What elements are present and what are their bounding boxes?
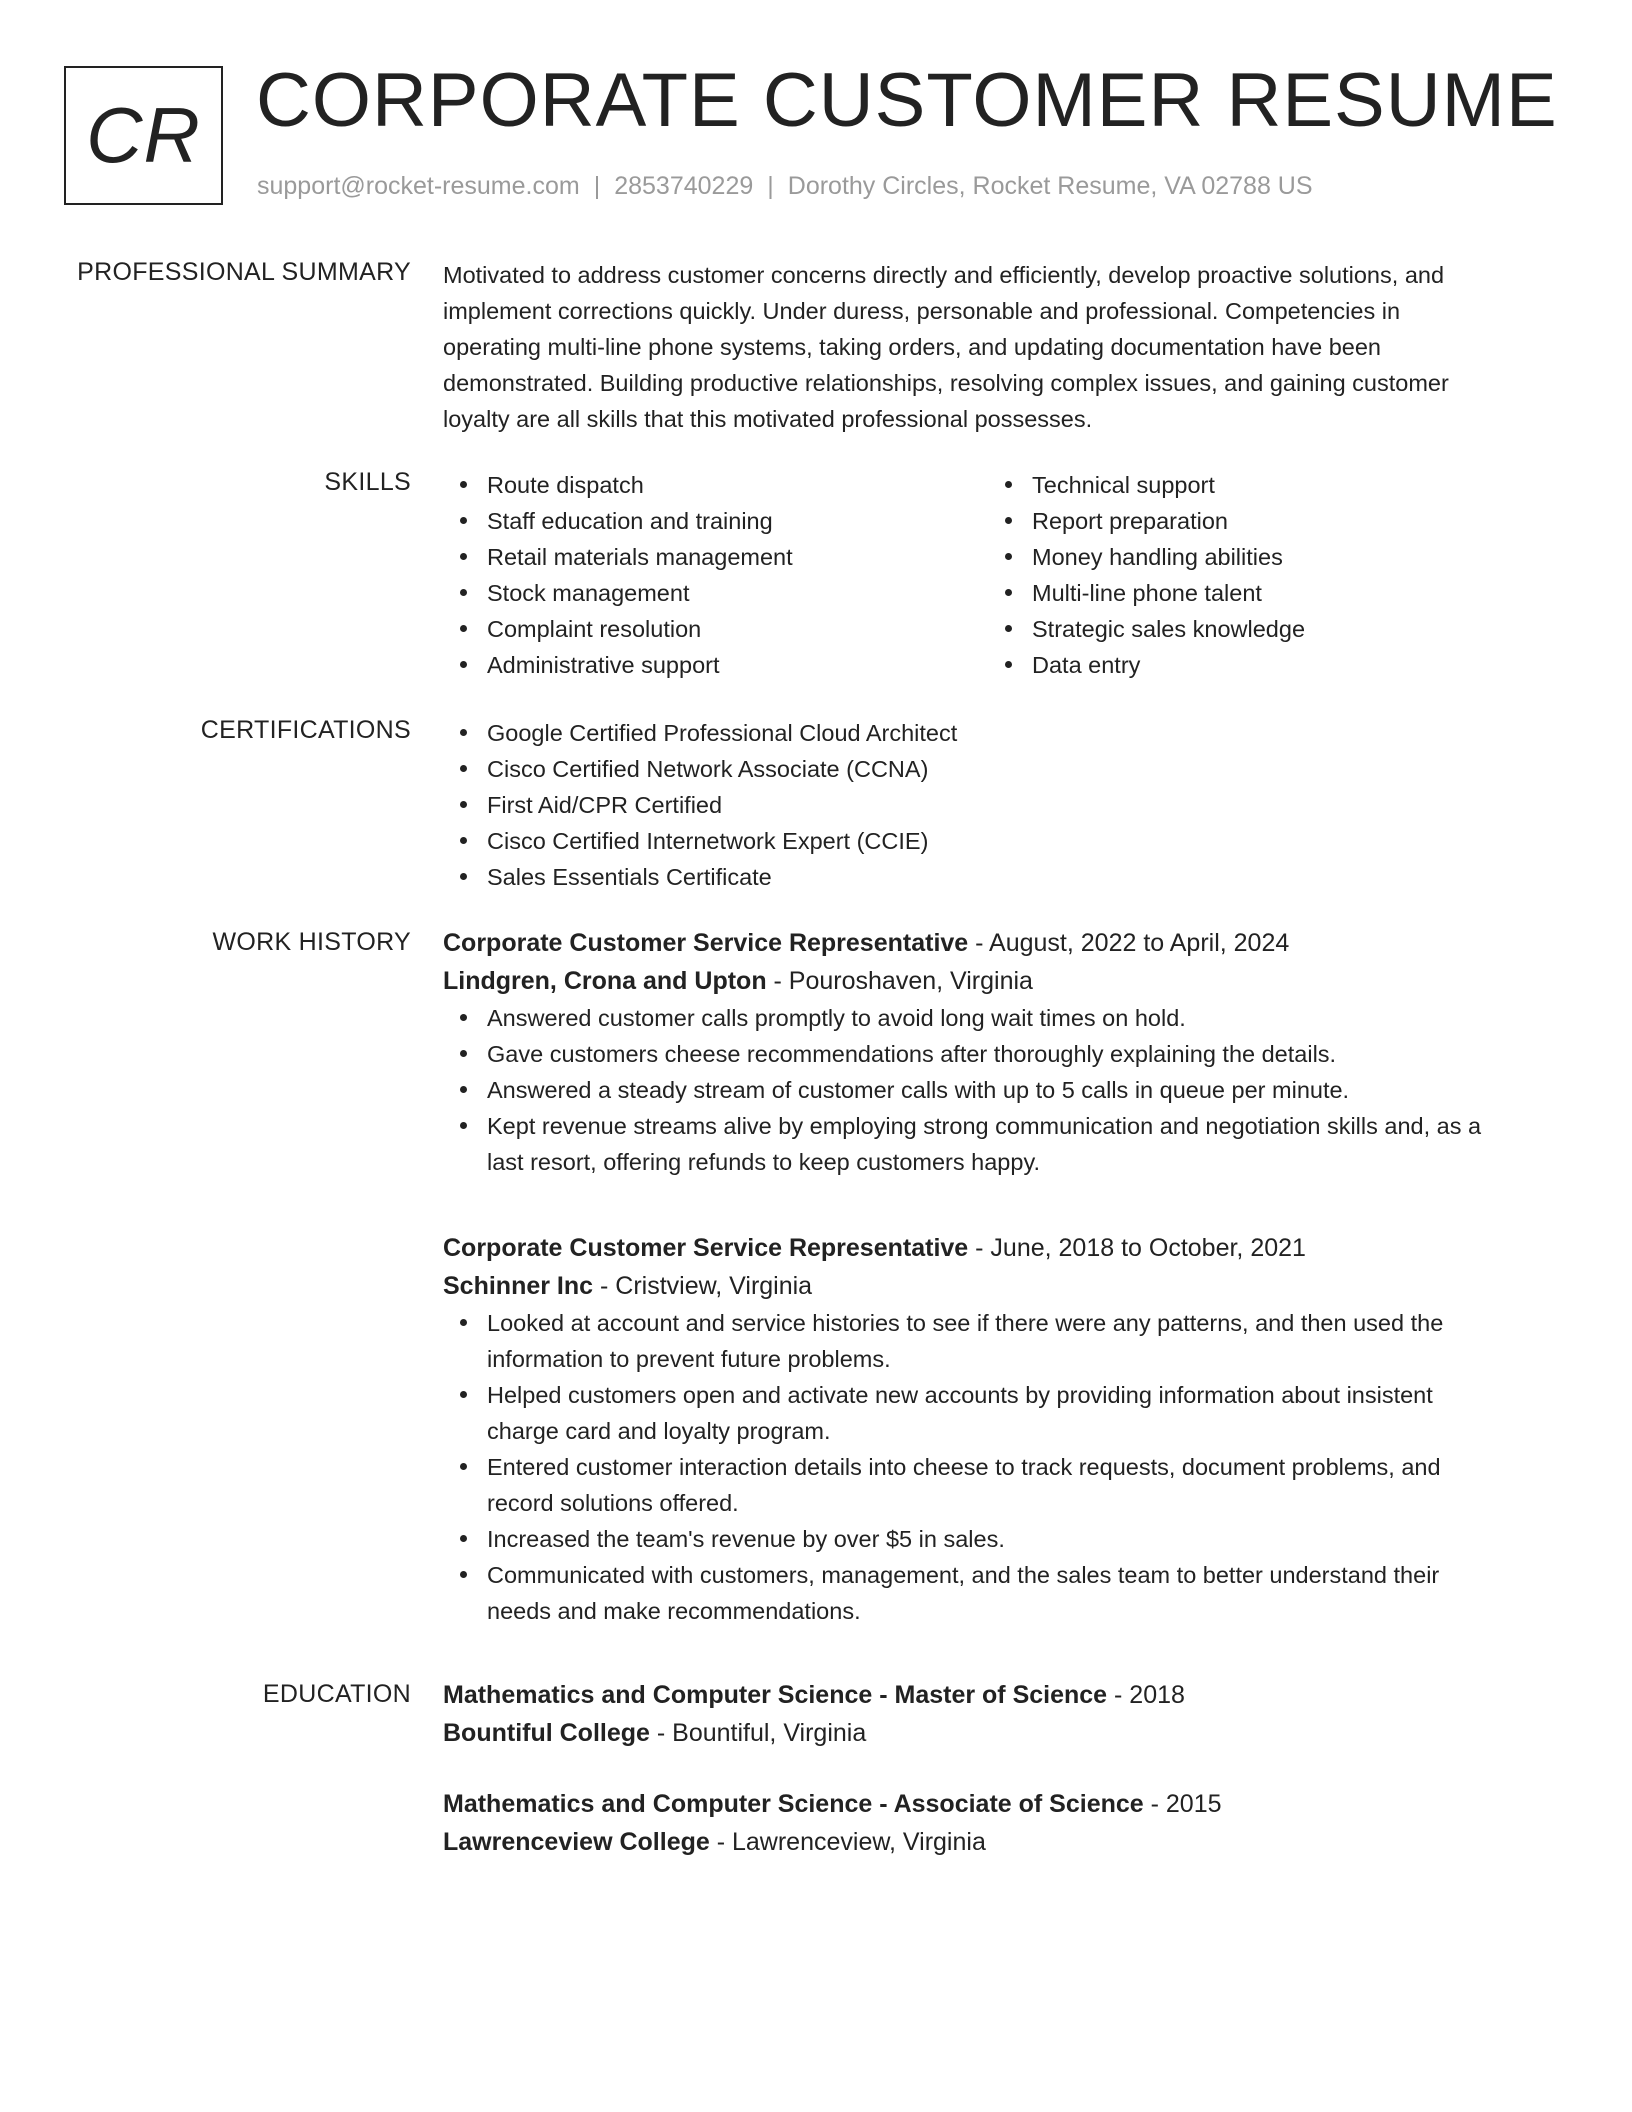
job-company: Lindgren, Crona and Upton	[443, 967, 767, 995]
monogram-initials: CR	[86, 91, 201, 179]
skill-item: Strategic sales knowledge	[988, 611, 1508, 647]
skill-item: Stock management	[443, 575, 963, 611]
certification-item: Google Certified Professional Cloud Architect	[443, 715, 1543, 751]
certification-item: First Aid/CPR Certified	[443, 787, 1543, 823]
job-bullet	[443, 1305, 1543, 1377]
degree-name: Mathematics and Computer Science - Associate of Science	[443, 1790, 1144, 1818]
education-entry	[443, 1785, 1543, 1861]
degree-name: Mathematics and Computer Science - Master of Science	[443, 1681, 1108, 1709]
skill-item: Technical support	[988, 467, 1508, 503]
monogram-box	[64, 66, 223, 205]
job-bullet-line: Increased the team's revenue by over $5 in sales.	[487, 1526, 1005, 1552]
job-bullet	[443, 1036, 1543, 1072]
skill-item: Money handling abilities	[988, 539, 1508, 575]
job-title-line	[443, 1229, 1543, 1267]
certifications-list	[443, 715, 1543, 895]
job-bullet-line: last resort, offering refunds to keep customers happy.	[487, 1149, 1040, 1175]
contact-separator: |	[593, 172, 601, 200]
school-location: - Bountiful, Virginia	[649, 1719, 867, 1747]
school-location: - Lawrenceview, Virginia	[709, 1828, 986, 1856]
section-label-education: EDUCATION	[262, 1680, 411, 1708]
degree-line	[443, 1785, 1543, 1823]
job-bullet-line: charge card and loyalty program.	[487, 1418, 831, 1444]
job-bullet-line: Looked at account and service histories to see if there were any patterns, and then used the	[487, 1310, 1444, 1336]
skills-list-right	[988, 467, 1508, 683]
section-label-skills: SKILLS	[324, 468, 411, 496]
school-line	[443, 1714, 1543, 1752]
job-entry	[443, 924, 1543, 1180]
job-bullet-line: Answered a steady stream of customer calls with up to 5 calls in queue per minute.	[487, 1077, 1350, 1103]
job-title-line	[443, 924, 1543, 962]
job-location: - Cristview, Virginia	[593, 1272, 813, 1300]
summary-line: loyalty are all skills that this motivated professional possesses.	[443, 406, 1093, 432]
summary-line: Motivated to address customer concerns directly and efficiently, develop proactive solutions, and	[443, 262, 1445, 288]
resume-title: CORPORATE CUSTOMER RESUME	[256, 58, 1558, 143]
degree-line	[443, 1676, 1543, 1714]
degree-year: - 2015	[1143, 1790, 1222, 1818]
job-bullet-line: Communicated with customers, management, and the sales team to better understand their	[487, 1562, 1440, 1588]
job-bullet	[443, 1108, 1543, 1180]
job-bullet-line: Gave customers cheese recommendations after thoroughly explaining the details.	[487, 1041, 1337, 1067]
skill-item: Complaint resolution	[443, 611, 963, 647]
skill-item: Staff education and training	[443, 503, 963, 539]
contact-separator: |	[767, 172, 774, 200]
job-bullet	[443, 1000, 1543, 1036]
skill-item: Route dispatch	[443, 467, 963, 503]
certification-item: Cisco Certified Internetwork Expert (CCIE)	[443, 823, 1543, 859]
job-bullet-line: Helped customers open and activate new accounts by providing information about insistent	[487, 1382, 1433, 1408]
job-dates: - June, 2018 to October, 2021	[968, 1234, 1306, 1262]
certification-item: Sales Essentials Certificate	[443, 859, 1543, 895]
job-location: - Pouroshaven, Virginia	[766, 967, 1033, 995]
job-company-line	[443, 1267, 1543, 1305]
job-bullet	[443, 1072, 1543, 1108]
summary-line: implement corrections quickly. Under duress, personable and professional. Competencies in	[443, 298, 1401, 324]
section-label-work-history: WORK HISTORY	[212, 928, 411, 956]
job-bullet-line: Kept revenue streams alive by employing strong communication and negotiation skills and, as a	[487, 1113, 1482, 1139]
contact-line	[257, 172, 1313, 201]
job-dates: - August, 2022 to April, 2024	[968, 929, 1290, 957]
certification-item: Cisco Certified Network Associate (CCNA)	[443, 751, 1543, 787]
skill-item: Multi-line phone talent	[988, 575, 1508, 611]
job-bullet-line: information to prevent future problems.	[487, 1346, 891, 1372]
job-title: Corporate Customer Service Representative	[443, 1234, 969, 1262]
summary-line: demonstrated. Building productive relationships, resolving complex issues, and gaining customer	[443, 370, 1449, 396]
job-entry	[443, 1229, 1543, 1629]
skill-item: Report preparation	[988, 503, 1508, 539]
job-title: Corporate Customer Service Representative	[443, 929, 969, 957]
school-line	[443, 1823, 1543, 1861]
section-label-summary: PROFESSIONAL SUMMARY	[77, 258, 411, 286]
contact-address: Dorothy Circles, Rocket Resume, VA 02788 US	[787, 172, 1313, 200]
job-bullet	[443, 1557, 1543, 1629]
school-name: Bountiful College	[443, 1719, 650, 1747]
job-bullet-line: Entered customer interaction details into cheese to track requests, document problems, and	[487, 1454, 1441, 1480]
job-company-line	[443, 962, 1543, 1000]
contact-phone[interactable]: 2853740229	[614, 172, 754, 200]
job-bullet	[443, 1377, 1543, 1449]
education-entry	[443, 1676, 1543, 1752]
job-bullet	[443, 1449, 1543, 1521]
job-bullet-line: record solutions offered.	[487, 1490, 739, 1516]
degree-year: - 2018	[1107, 1681, 1185, 1709]
job-bullet-line: Answered customer calls promptly to avoid long wait times on hold.	[487, 1005, 1186, 1031]
job-bullet-line: needs and make recommendations.	[487, 1598, 861, 1624]
skill-item: Data entry	[988, 647, 1508, 683]
job-bullet	[443, 1521, 1543, 1557]
school-name: Lawrenceview College	[443, 1828, 710, 1856]
job-company: Schinner Inc	[443, 1272, 594, 1300]
skill-item: Administrative support	[443, 647, 963, 683]
skill-item: Retail materials management	[443, 539, 963, 575]
contact-email[interactable]: support@rocket-resume.com	[257, 172, 580, 200]
skills-list-left	[443, 467, 963, 683]
section-label-certifications: CERTIFICATIONS	[200, 716, 411, 744]
summary-text	[443, 257, 1543, 437]
summary-line: operating multi-line phone systems, taking orders, and updating documentation have been	[443, 334, 1381, 360]
